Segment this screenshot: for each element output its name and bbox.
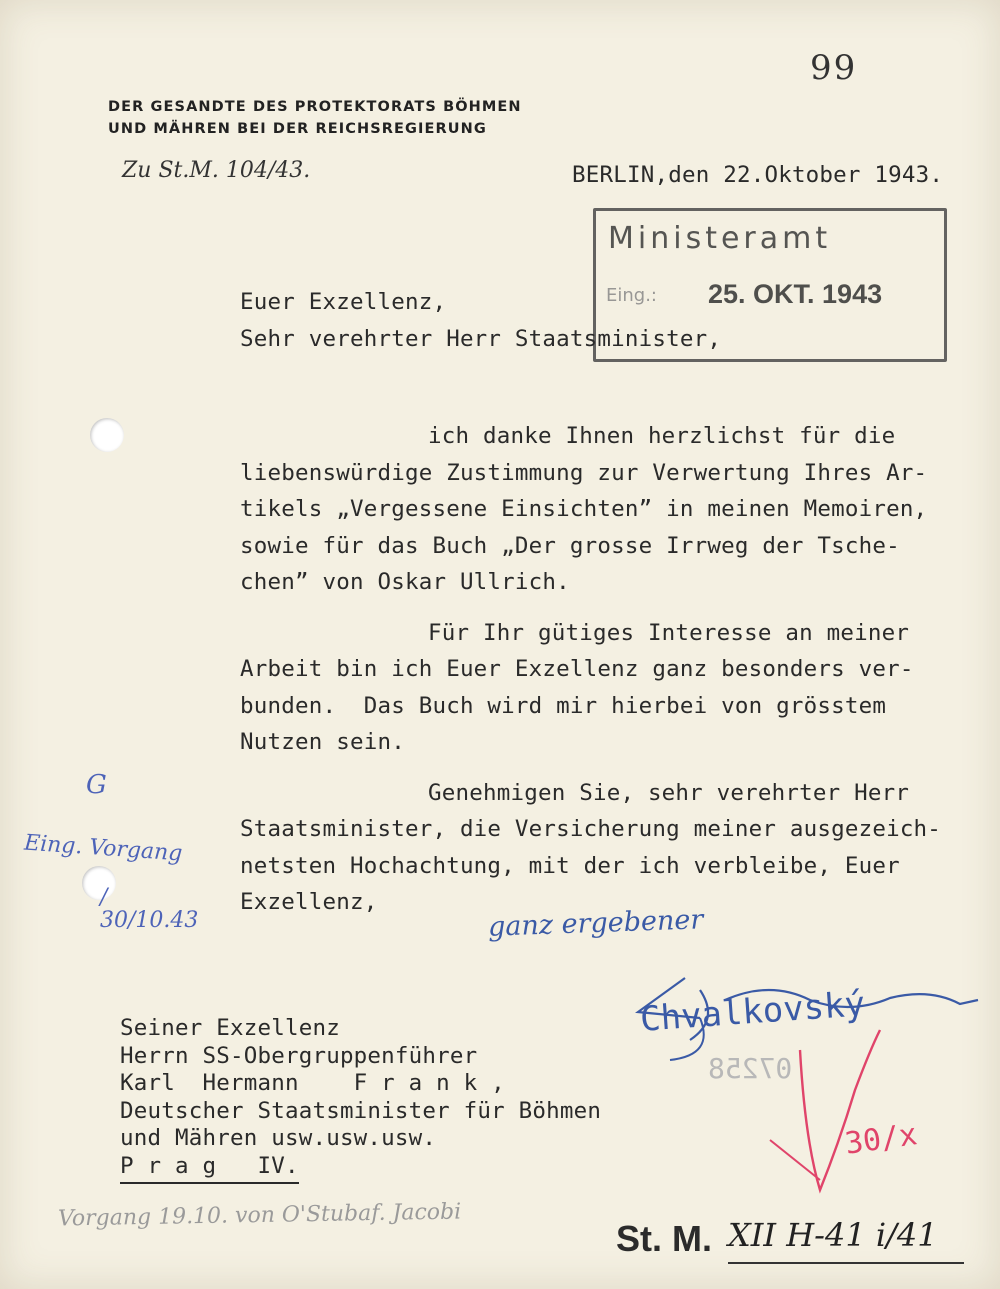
body-line: ich danke Ihnen herzlichst für die [428, 423, 896, 449]
letter-body [240, 418, 941, 921]
address-city: P r a g IV. [120, 1153, 299, 1184]
salutation-line-1: Euer Exzellenz, [240, 289, 447, 315]
punch-hole-icon [90, 418, 124, 452]
stamp-date: 25. OKT. 1943 [708, 279, 883, 309]
body-line: Nutzen sein. [240, 729, 405, 755]
address-line: Herrn SS-Obergruppenführer [120, 1042, 478, 1069]
paragraph-gap [240, 601, 941, 615]
body-line: liebenswürdige Zustimmung zur Verwertung Ihres Ar- [240, 459, 928, 486]
dateline: BERLIN,den 22.Oktober 1943. [572, 162, 944, 188]
punch-hole-icon [82, 866, 116, 900]
bottom-pencil-note: Vorgang 19.10. von O'Stubaf. Jacobi [57, 1199, 462, 1232]
salutation [240, 284, 721, 358]
body-line: bunden. Das Buch wird mir hierbei von grösstem [240, 692, 887, 719]
reference-handwritten: Zu St.M. 104/43. [122, 158, 311, 183]
body-line: tikels „Vergessene Einsichten” in meinen Memoiren, [240, 496, 928, 522]
margin-tick: / [100, 885, 108, 910]
page-number: 99 [810, 48, 858, 88]
address-line: Karl Hermann F r a n k , [120, 1070, 505, 1097]
address-line: Seiner Exzellenz [120, 1015, 340, 1041]
red-note: 30/x [842, 1117, 920, 1162]
margin-mark: G [86, 770, 107, 800]
body-line: chen” von Oskar Ullrich. [240, 569, 570, 595]
letterhead-line-2: UND MÄHREN BEI DER REICHSREGIERUNG [108, 121, 487, 137]
faint-stamp: 07258 [708, 1052, 793, 1085]
body-line: Arbeit bin ich Euer Exzellenz ganz besonders ver- [240, 656, 914, 682]
body-line: Staatsminister, die Versicherung meiner ausgezeich- [240, 816, 942, 842]
paragraph-gap [240, 761, 941, 775]
stamp-title: Ministeramt [608, 221, 832, 256]
letterhead [108, 96, 522, 140]
signature-handwritten: Chvalkovský [638, 984, 867, 1040]
file-ref-label: St. M. [616, 1218, 712, 1259]
margin-date: 30/10.43 [100, 908, 199, 933]
margin-note: Eing. Vorgang [23, 830, 184, 867]
address-block [120, 1015, 601, 1184]
body-line: Exzellenz, [240, 889, 378, 915]
body-line: Genehmigen Sie, sehr verehrter Herr [428, 779, 910, 806]
file-ref-underline [728, 1262, 964, 1264]
file-ref-number: XII H-41 i/41 [728, 1216, 938, 1254]
body-line: Für Ihr gütiges Interesse an meiner [428, 619, 910, 646]
stamp-label: Eing.: [606, 285, 657, 306]
address-line: und Mähren usw.usw.usw. [120, 1125, 437, 1152]
letterhead-line-1: DER GESANDTE DES PROTEKTORATS BÖHMEN [108, 99, 522, 115]
address-line: Deutscher Staatsminister für Böhmen [120, 1097, 602, 1124]
closing-handwritten: ganz ergebener [487, 904, 704, 943]
body-line: sowie für das Buch „Der grosse Irrweg der Tsche- [240, 532, 900, 559]
body-line: netsten Hochachtung, mit der ich verbleibe, Euer [240, 852, 900, 879]
salutation-line-2: Sehr verehrter Herr Staatsminister, [240, 326, 722, 352]
